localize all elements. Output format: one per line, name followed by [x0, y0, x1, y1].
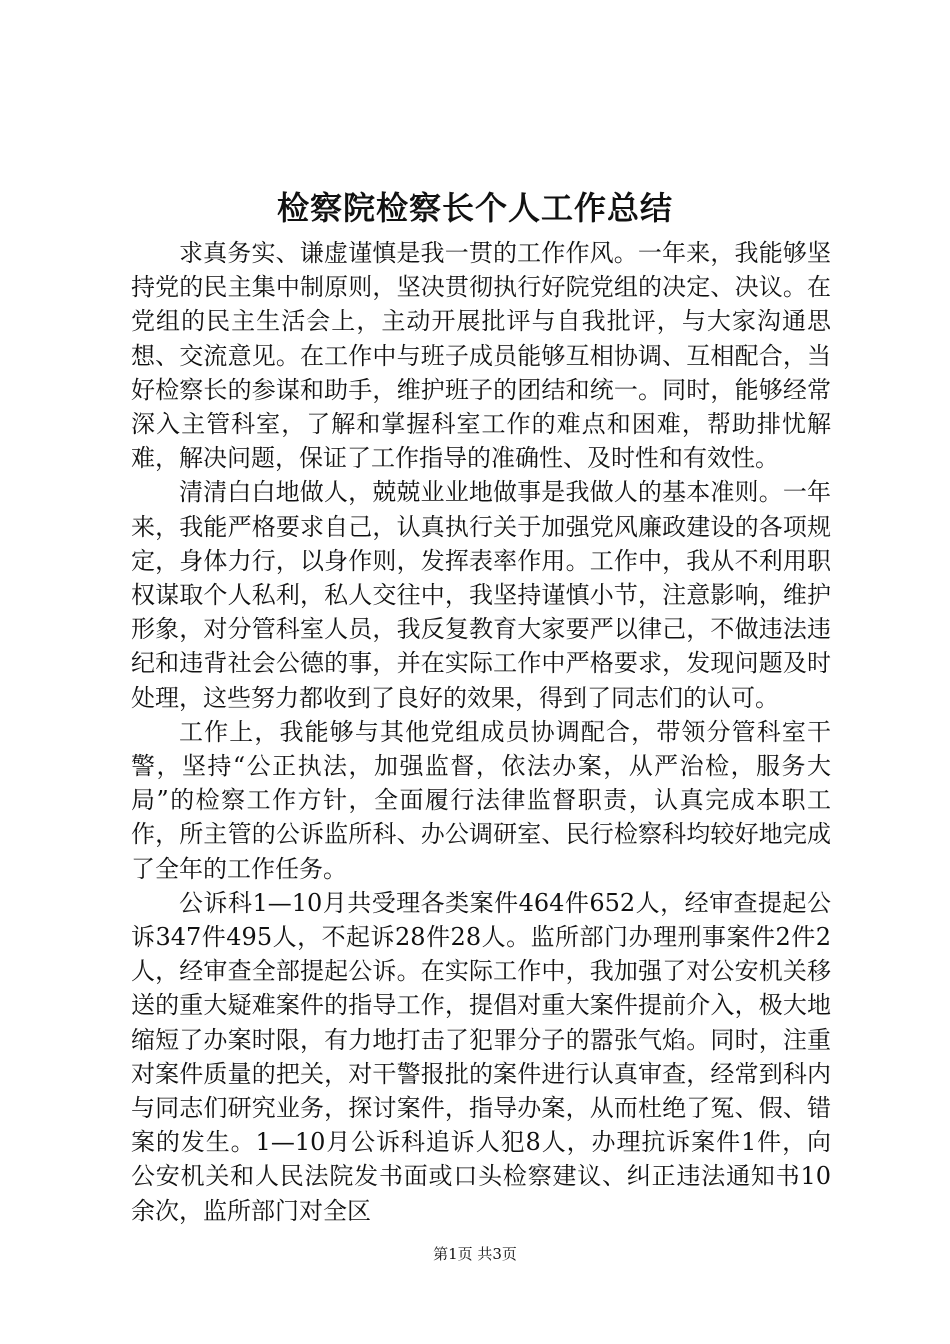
page-number-footer: 第1页 共3页: [433, 1245, 517, 1263]
document-body: [131, 236, 831, 1228]
paragraph: 公诉科1—10月共受理各类案件464件652人，经审查提起公诉347件495人，不起诉28件28人。监所部门办理刑事案件2件2人，经审查全部提起公诉。在实际工作中，我加强了对公安机关移送的重大疑难案件的指导工作，提倡对重大案件提前介入，极大地缩短了办案时限，有力地打击了犯罪分子的嚣张气焰。同时，注重对案件质量的把关，对干警报批的案件进行认真审查，经常到科内与同志们研究业务，探讨案件，指导办案，从而杜绝了冤、假、错案的发生。1—10月公诉科追诉人犯8人，办理抗诉案件1件，向公安机关和人民法院发书面或口头检察建议、纠正违法通知书10余次，监所部门对全区: [131, 888, 831, 1225]
paragraph: 求真务实、谦虚谨慎是我一贯的工作作风。一年来，我能够坚持党的民主集中制原则，坚决贯彻执行好院党组的决定、决议。在党组的民主生活会上，主动开展批评与自我批评，与大家沟通思想、交流意见。在工作中与班子成员能够互相协调、互相配合，当好检察长的参谋和助手，维护班子的团结和统一。同时，能够经常深入主管科室，了解和掌握科室工作的难点和困难，帮助排忧解难，解决问题，保证了工作指导的准确性、及时性和有效性。: [131, 239, 831, 473]
paragraph: 清清白白地做人，兢兢业业地做事是我做人的基本准则。一年来，我能严格要求自己，认真执行关于加强党风廉政建设的各项规定，身体力行，以身作则，发挥表率作用。工作中，我从不利用职权谋取个人私利，私人交往中，我坚持谨慎小节，注意影响，维护形象，对分管科室人员，我反复教育大家要严以律己，不做违法违纪和违背社会公德的事，并在实际工作中严格要求，发现问题及时处理，这些努力都收到了良好的效果，得到了同志们的认可。: [131, 478, 831, 712]
document-title: 检察院检察长个人工作总结: [276, 189, 673, 227]
paragraph: 工作上，我能够与其他党组成员协调配合，带领分管科室干警，坚持“公正执法，加强监督，依法办案，从严治检，服务大局”的检察工作方针，全面履行法律监督职责，认真完成本职工作，所主管的公诉监所科、办公调研室、民行检察科均较好地完成了全年的工作任务。: [131, 717, 831, 883]
